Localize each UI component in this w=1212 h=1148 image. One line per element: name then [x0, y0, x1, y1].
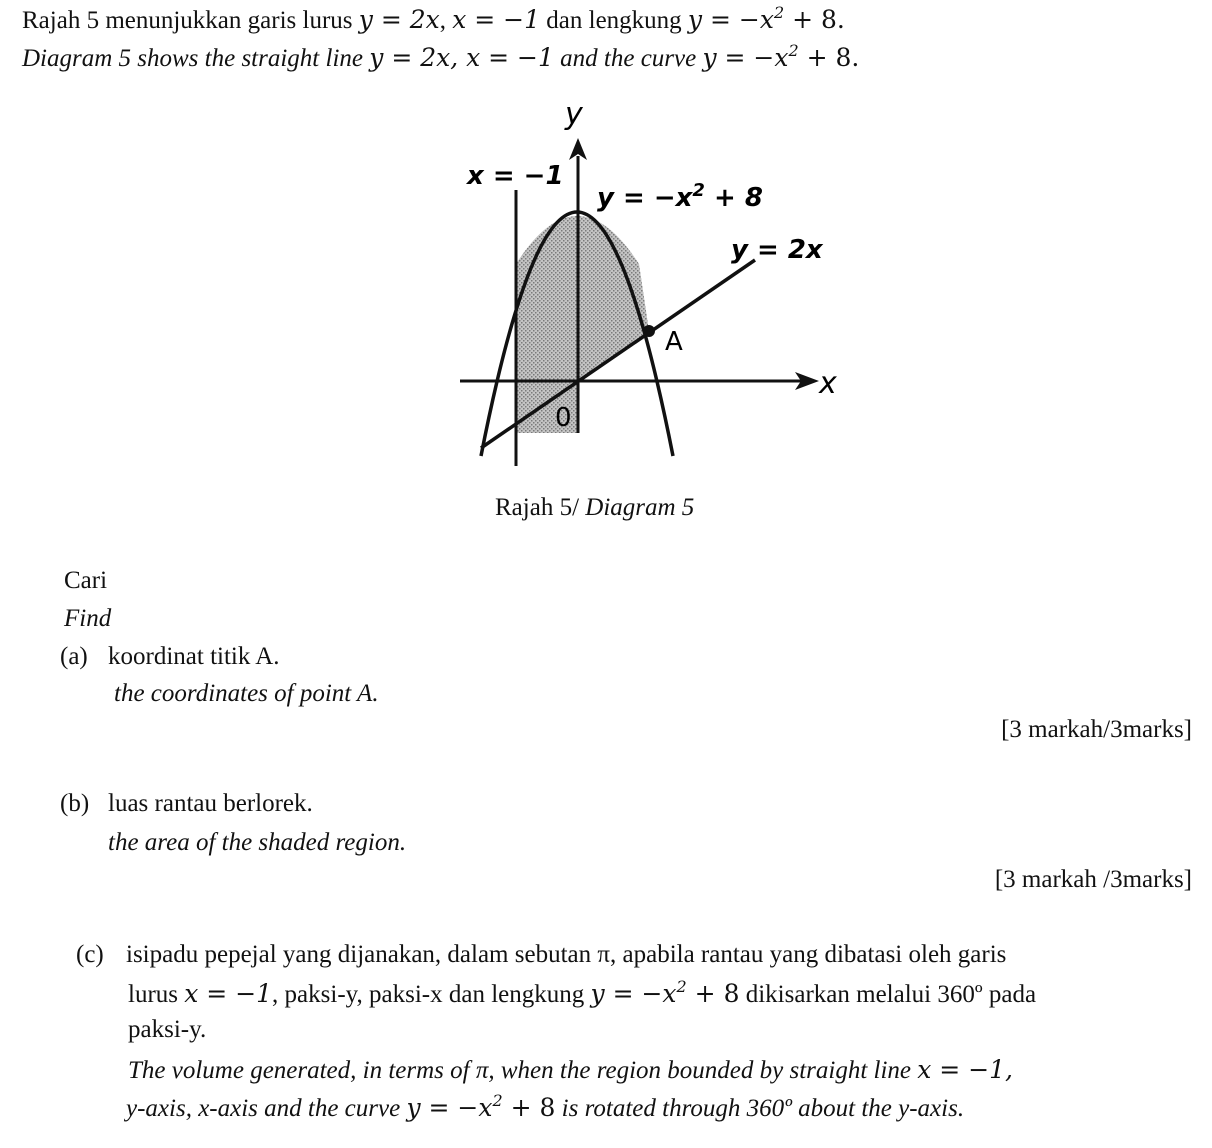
- intro-english-curve-eq: $y = -x^2 + 8$.: [702, 41, 860, 72]
- find-malay: Cari: [64, 567, 108, 594]
- caption-malay: Rajah 5/: [495, 494, 580, 521]
- intro-malay: Rajah 5 menunjukkan garis lurus y = 2x, x = −1 dan lengkung $y = -x^2 + 8$.: [22, 3, 845, 34]
- intro-english: [22, 43, 859, 73]
- point-a-dot: [643, 325, 655, 337]
- intro-malay-line-eq: y = 2x: [358, 5, 440, 34]
- intro-english-text: Diagram 5 shows the straight line: [22, 45, 363, 72]
- axis-y-label: y: [565, 97, 583, 132]
- find-english: Find: [64, 605, 112, 632]
- question-a-label: (a): [60, 643, 88, 670]
- question-c-malay-line2: lurus x = −1, paksi-y, paksi-x dan lengkung $y = -x^2 + 8$ dikisarkan melalui 360º pada: [128, 977, 1037, 1008]
- axis-x-label: x: [819, 366, 837, 401]
- curve-label: $y = -x^2 + 8$: [597, 180, 763, 213]
- intro-malay-vertical-eq: x = −1: [452, 5, 541, 34]
- question-c-label: (c): [76, 941, 104, 968]
- question-b-english: the area of the shaded region.: [108, 829, 407, 856]
- question-a-english: the coordinates of point A.: [114, 680, 379, 707]
- origin-label: 0: [555, 403, 572, 433]
- diagram-5: [455, 88, 875, 478]
- shaded-region: [516, 216, 649, 433]
- intro-malay-text: Rajah 5 menunjukkan garis lurus: [22, 7, 353, 34]
- intro-malay-and: dan lengkung: [546, 7, 682, 34]
- question-c-english-line1: The volume generated, in terms of π, when the region bounded by straight line x = −1,: [128, 1055, 1014, 1084]
- intro-english-and: and the curve: [560, 45, 697, 72]
- question-b-label: (b): [60, 790, 90, 817]
- question-a-malay: koordinat titik A.: [108, 643, 280, 670]
- diagram-caption: [495, 494, 694, 522]
- question-a-marks: [3 markah/3marks]: [1001, 716, 1192, 743]
- question-b-marks: [3 markah /3marks]: [994, 866, 1192, 893]
- point-a-label: A: [665, 327, 683, 357]
- intro-english-lines-eq: y = 2x, x = −1: [369, 43, 554, 72]
- vertical-line-label: x = −1: [467, 161, 564, 191]
- question-c-malay-line3: paksi-y.: [128, 1016, 207, 1043]
- question-b-malay: luas rantau berlorek.: [108, 790, 313, 817]
- question-c-malay-line1: isipadu pepejal yang dijanakan, dalam sebutan π, apabila rantau yang dibatasi oleh garis: [126, 941, 1007, 968]
- caption-english: Diagram 5: [585, 494, 695, 521]
- question-c-english-line2: y-axis, x-axis and the curve $y = -x^2 + 8$ is rotated through 360º about the y-axis.: [126, 1091, 965, 1122]
- intro-malay-curve-eq: $y = -x^2 + 8$.: [687, 3, 845, 34]
- line-label: y = 2x: [731, 235, 823, 265]
